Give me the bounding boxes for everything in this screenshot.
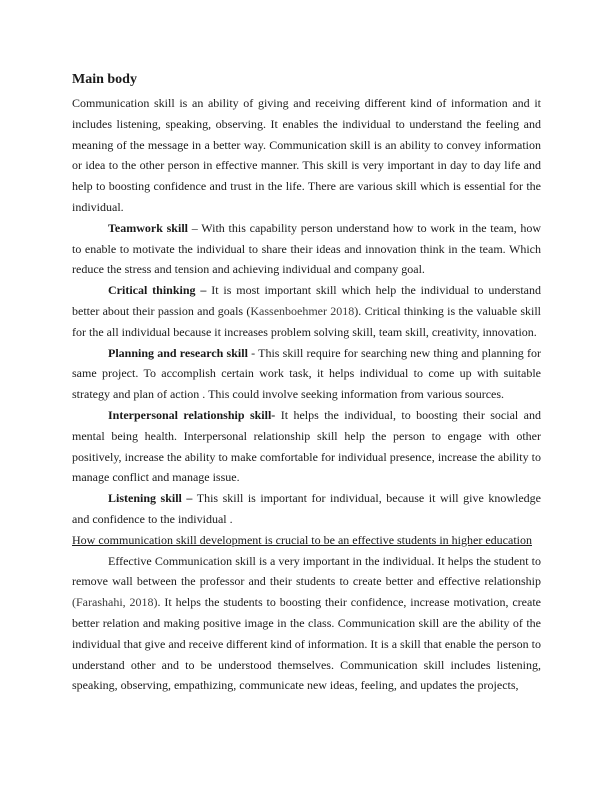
listening-skill-paragraph: [72, 488, 541, 530]
teamwork-skill-title: Teamwork skill: [108, 220, 188, 235]
teamwork-skill-paragraph: [72, 218, 541, 280]
final-text-before: Effective Communication skill is a very important in the individual. It helps the student to remove wall between the professor and their students to create better and effective relationship: [72, 553, 541, 589]
critical-thinking-citation: Kassenboehmer 2018: [250, 303, 355, 318]
interpersonal-skill-paragraph: [72, 405, 541, 488]
teamwork-skill-text: With this capability person understand how to work in the team, how to enable to motivate the individual to share their ideas and innovation think in the team. Which reduce the stress and tension and achieving individual and company goal.: [72, 220, 541, 277]
main-body-heading: Main body: [72, 72, 137, 87]
intro-paragraph: Communication skill is an ability of giving and receiving different kind of information and it includes listening, speaking, observing. It enables the individual to understand the feeling and meaning of the message in a better way. Communication skill is an ability to convey information or idea to the other person in effective manner. This skill is very important in day to day life and help to boosting confidence and trust in the life. There are various skill which is essential for the individual.: [72, 96, 541, 214]
teamwork-skill-separator: –: [188, 220, 202, 235]
planning-research-separator: -: [247, 345, 259, 360]
critical-thinking-title: Critical thinking –: [108, 283, 207, 298]
critical-thinking-text-before: It is most important skill which help the individual to understand better about their passion and goals (: [72, 283, 542, 318]
section-subheading: How communication skill development is crucial to be an effective students in higher education: [72, 532, 532, 547]
planning-research-title: Planning and research skill: [108, 345, 248, 360]
final-text-after: . It helps the students to boosting their confidence, increase motivation, create better relation and making positive image in the class. Communication skill are the ability of the individual that give and receive different kind of information. It is a skill that enable the person to understand other and to be understood themselves. Communication skill includes listening, speaking, observing, empathizing, communicate new ideas, feeling, and updates the projects,: [72, 595, 541, 693]
planning-research-text: This skill require for searching new thing and planning for same project. To accomplish certain work task, it helps individual to come up with suitable strategy and plan of action . This could involve seeking information from various sources.: [72, 345, 541, 402]
listening-skill-title: Listening skill –: [108, 491, 193, 506]
final-citation: (Farashahi, 2018): [72, 595, 158, 610]
planning-research-paragraph: [72, 343, 541, 405]
final-paragraph: [72, 551, 541, 697]
listening-skill-text: This skill is important for individual, because it will give knowledge and confidence to the individual .: [72, 491, 541, 526]
interpersonal-skill-text: It helps the individual, to boosting their social and mental being health. Interpersonal relationship skill help the person to engage with other positively, increase the ability to make comfortable for individual presence, increase the ability to manage conflict and manage issue.: [72, 407, 541, 485]
critical-thinking-text-after: ). Critical thinking is the valuable skill for the all individual because it increases problem solving skill, team skill, creativity, innovation.: [72, 303, 542, 339]
document-page: [72, 70, 541, 696]
interpersonal-skill-title: Interpersonal relationship skill-: [108, 407, 276, 422]
critical-thinking-paragraph: [72, 280, 541, 342]
